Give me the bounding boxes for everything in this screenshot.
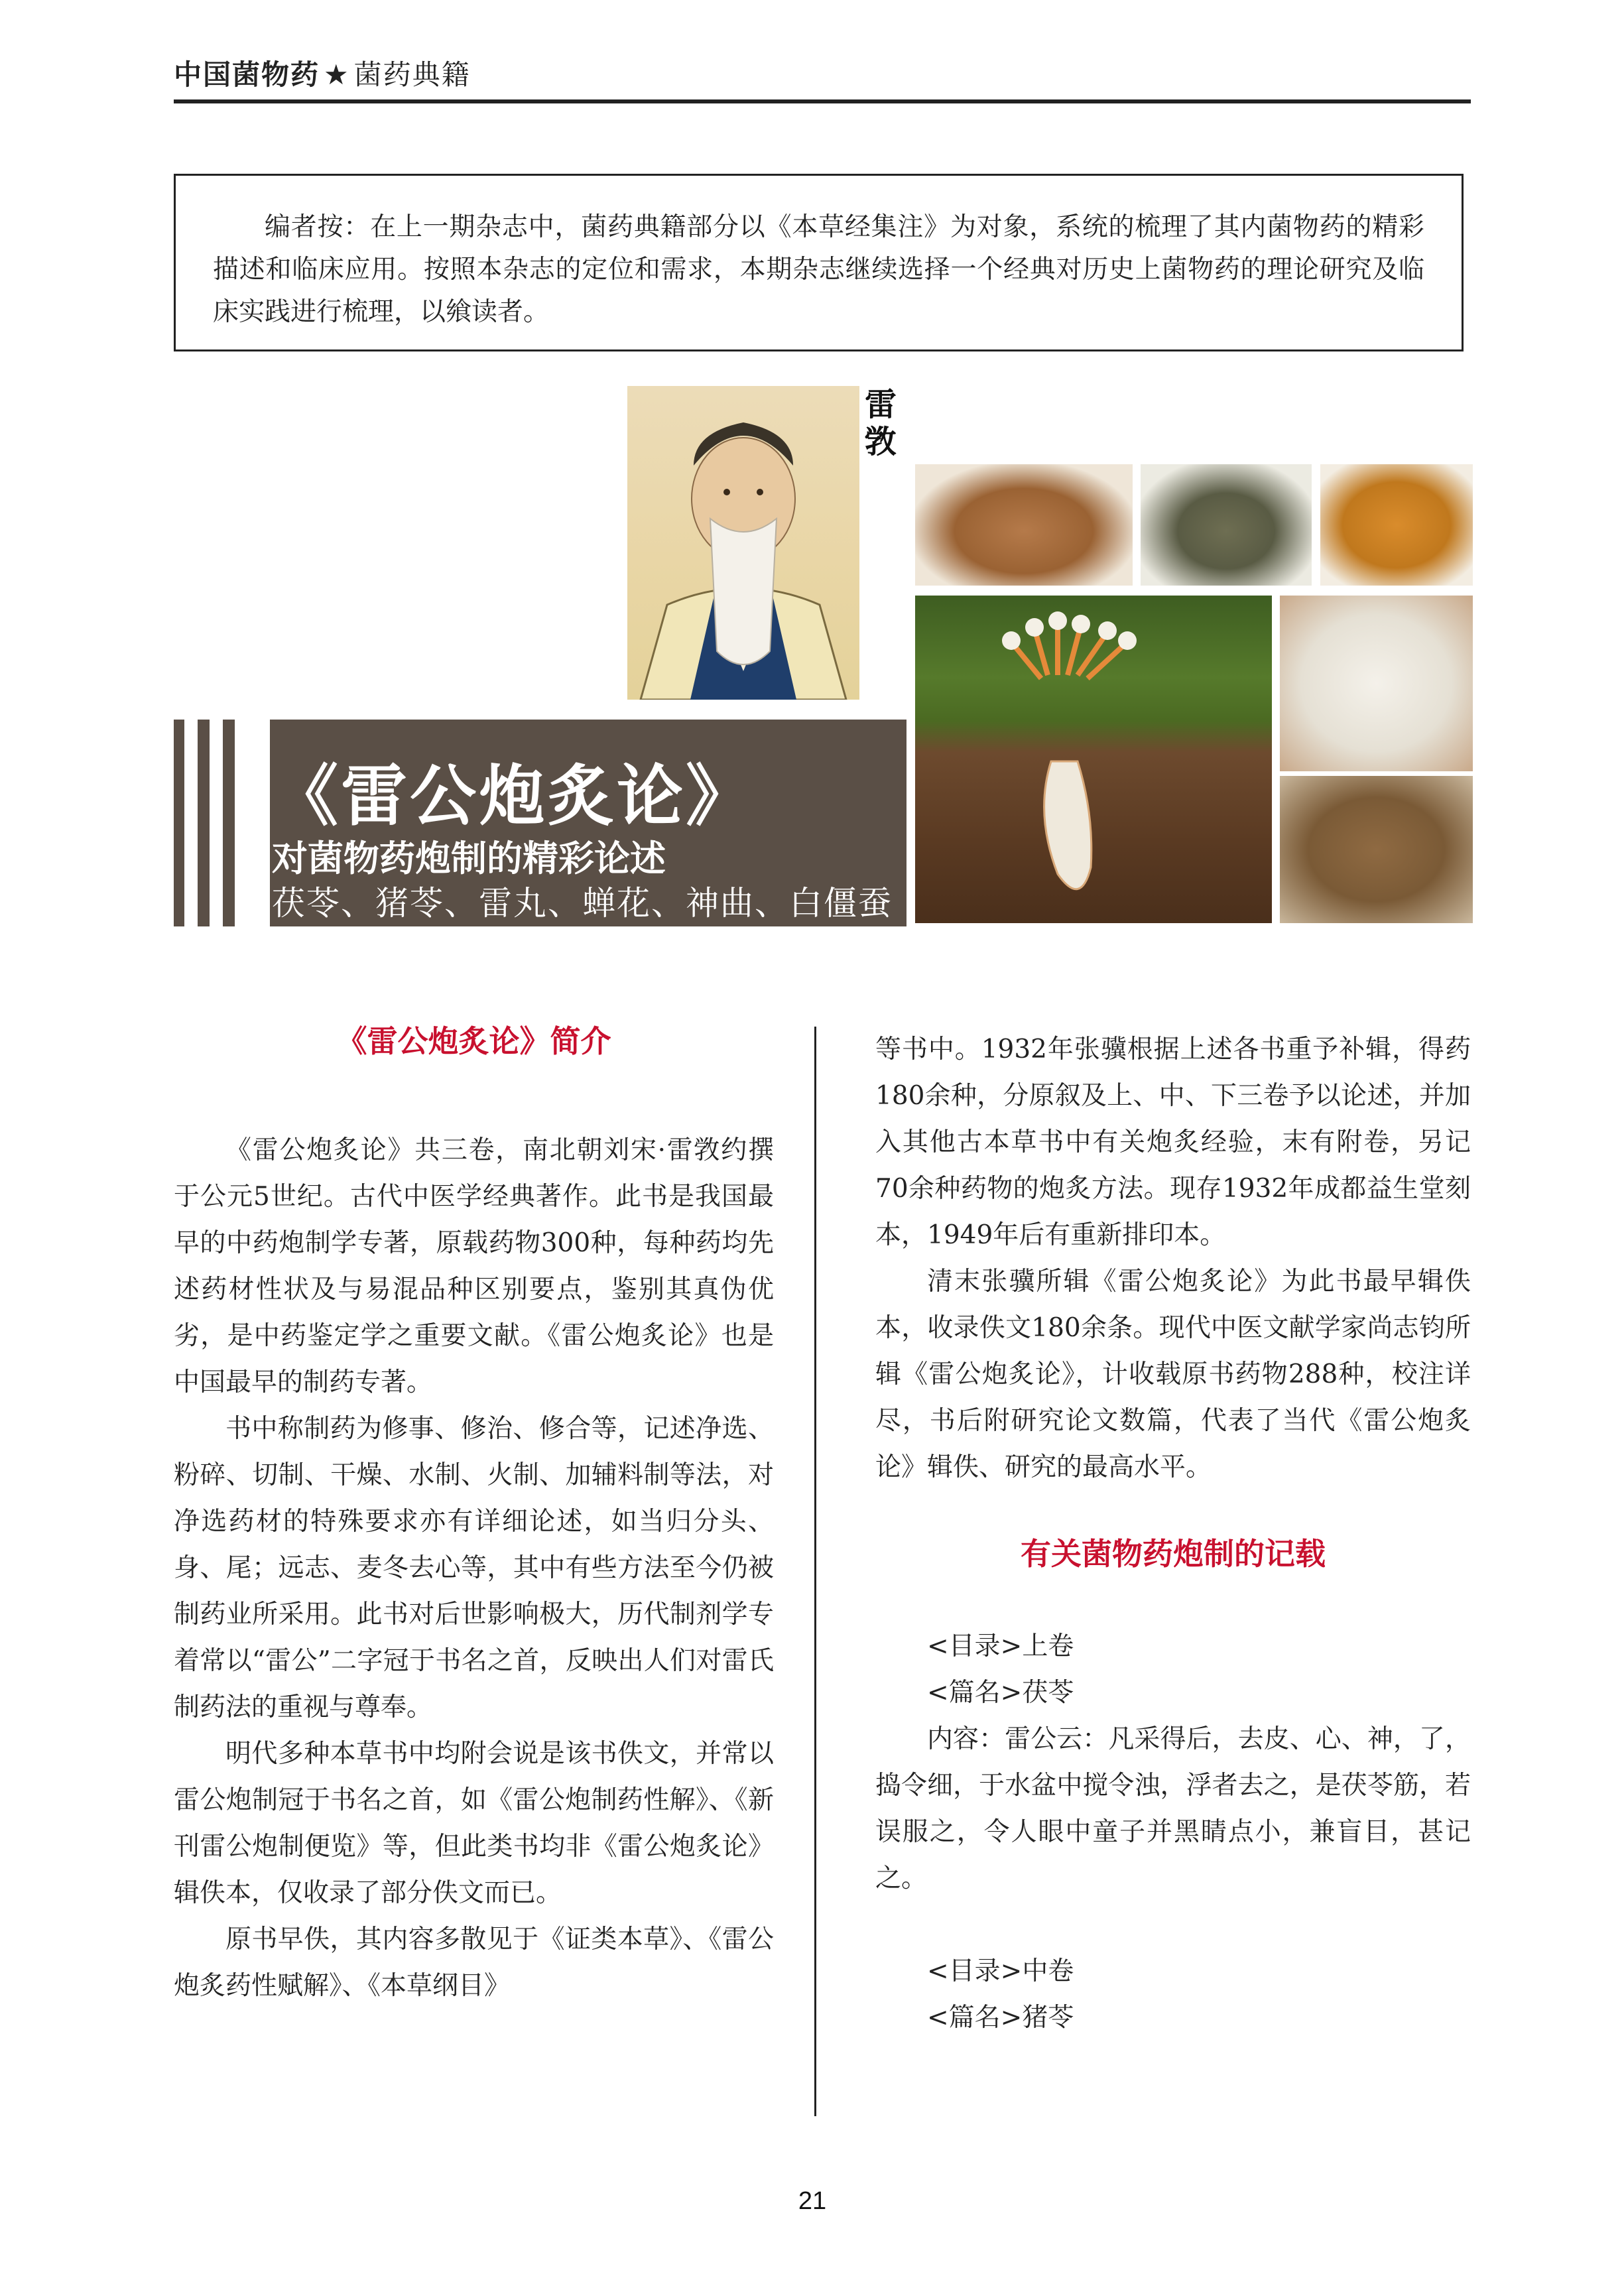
star-icon: ★: [324, 58, 350, 91]
herb-list: 茯苓、猪苓、雷丸、蝉花、神曲、白僵蚕: [272, 884, 893, 922]
section-title-records: 有关菌物药炮制的记载: [1021, 1536, 1326, 1572]
paragraph: 等书中。1932年张骥根据上述各书重予补辑，得药180余种，分原叙及上、中、下三卷予以论述，并加入其他古本草书中有关炮炙经验，末有附卷，另记70余种药物的炮炙方法。现存1932年成都益生堂刻本，1949年后有重新排印本。: [875, 1035, 1471, 1250]
paragraph: 明代多种本草书中均附会说是该书佚文，并常以雷公炮制冠于书名之首，如《雷公炮制药性解》、《新刊雷公炮制便览》等，但此类书均非《雷公炮炙论》辑佚本，仅收录了部分佚文而已。: [174, 1739, 774, 1908]
journal-brand: 中国菌物药: [174, 58, 320, 91]
paragraph: 《雷公炮炙论》共三卷，南北朝刘宋·雷敩约撰于公元5世纪。古代中医学经典著作。此书是我国最早的中药炮制学专著，原载药物300种，每种药均先述药材性状及与易混品种区别要点，鉴别其真伪优劣，是中药鉴定学之重要文献。《雷公炮炙论》也是中国最早的制药专著。: [174, 1135, 774, 1397]
record-catalog: <目录>中卷: [927, 1956, 1074, 1986]
section-title-intro: 《雷公炮炙论》简介: [336, 1023, 611, 1059]
editor-note: 编者按：在上一期杂志中，菌药典籍部分以《本草经集注》为对象，系统的梳理了其内菌物药的精彩描述和临床应用。按照本杂志的定位和需求，本期杂志继续选择一个经典对历史上菌物药的理论研究及临床实践进行梳理，以飨读者。: [174, 174, 1464, 351]
portrait-image: [627, 386, 859, 700]
header-rule: [174, 99, 1471, 103]
record-chapter: <篇名>猪苓: [927, 2003, 1074, 2033]
paragraph: 原书早佚，其内容多散见于《证类本草》、《雷公炮炙药性赋解》、《本草纲目》: [174, 1925, 774, 2001]
cordyceps-flower-photo: [915, 596, 1272, 923]
record-content: 内容：雷公云：凡采得后，去皮、心、神，了，捣令细，于水盆中搅令浊，浮者去之，是茯苓筋，若误服之，令人眼中童子并黑睛点小，兼盲目，甚记之。: [875, 1724, 1471, 1893]
leiwan-photo: [1280, 776, 1473, 923]
polyporus-photo: [1141, 464, 1312, 586]
article-title: 《雷公炮炙论》: [272, 757, 755, 835]
column-divider: [814, 1027, 816, 2116]
paragraph: 书中称制药为修事、修治、修合等，记述净选、粉碎、切制、干燥、水制、火制、加辅料制等法，对净选药材的特殊要求亦有详细论述，如当归分头、身、尾；远志、麦冬去心等，其中有些方法至今仍被制药业所采用。此书对后世影响极大，历代制剂学专着常以“雷公”二字冠于书名之首，反映出人们对雷氏制药法的重视与尊奉。: [174, 1414, 774, 1722]
left-column: [174, 1018, 774, 2009]
cubes-photo: [1320, 464, 1473, 586]
silkworm-photo: [1280, 596, 1473, 771]
paragraph: 清末张骥所辑《雷公炮炙论》为此书最早辑佚本，收录佚文180余条。现代中医文献学家尚志钧所辑《雷公炮炙论》，计收载原书药物288种，校注详尽，书后附研究论文数篇，代表了当代《雷公炮炙论》辑佚、研究的最高水平。: [875, 1267, 1471, 1482]
record-catalog: <目录>上卷: [927, 1631, 1074, 1661]
article-subtitle: 对菌物药炮制的精彩论述: [272, 837, 666, 879]
record-chapter: <篇名>茯苓: [927, 1678, 1074, 1708]
running-header: [174, 53, 471, 93]
poria-photo: [915, 464, 1133, 586]
page-number: 21: [798, 2187, 827, 2215]
right-column: [875, 1027, 1471, 2041]
seal-calligraphy: 雷敩: [865, 386, 897, 460]
section-name: 菌药典籍: [353, 58, 471, 91]
